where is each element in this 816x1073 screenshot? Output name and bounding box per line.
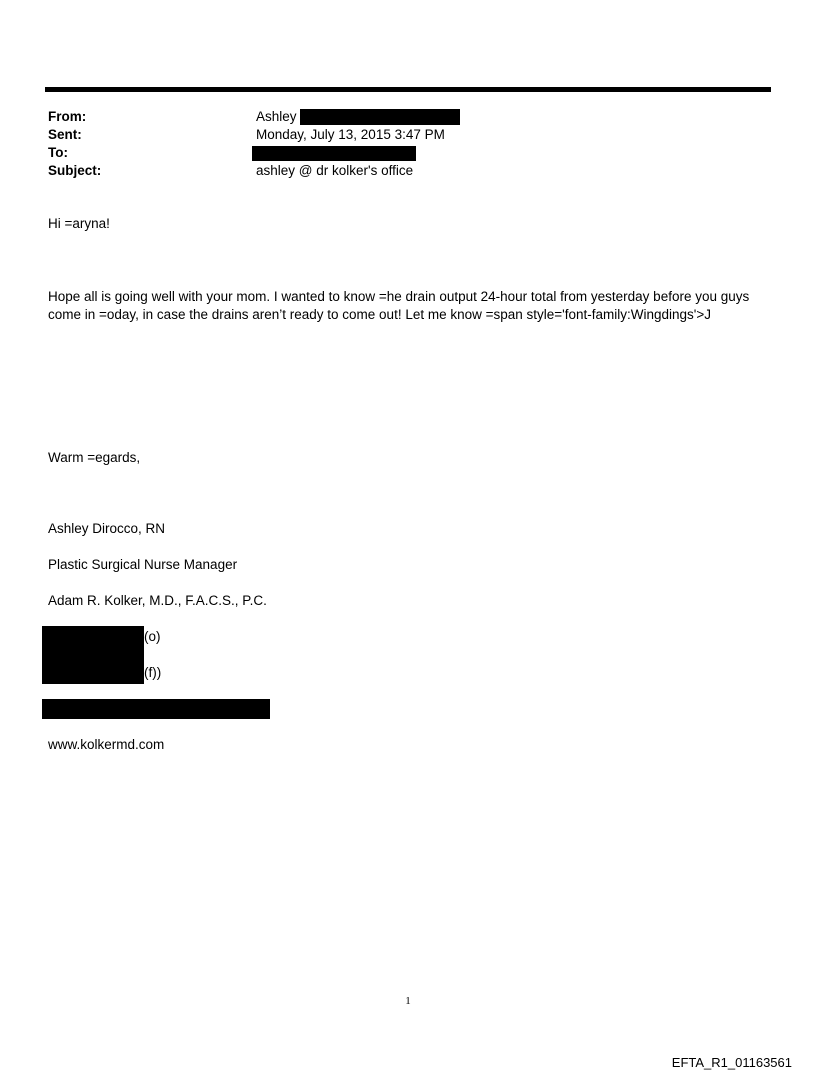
to-label: To: bbox=[48, 145, 68, 160]
subject-label: Subject: bbox=[48, 163, 102, 178]
fax-suffix: (f)) bbox=[144, 665, 162, 680]
body-line-2: come in =oday, in case the drains aren’t ready to come out! Let me know =span style='font-family:Wingdings'>J bbox=[48, 307, 711, 322]
website-link[interactable]: www.kolkermd.com bbox=[48, 737, 165, 752]
office-phone-suffix: (o) bbox=[144, 629, 161, 644]
subject-value: ashley @ dr kolker's office bbox=[256, 163, 414, 178]
signature-name: Ashley Dirocco, RN bbox=[48, 521, 166, 536]
redaction-to bbox=[252, 146, 416, 161]
redaction-phone bbox=[42, 626, 144, 684]
signature-practice: Adam R. Kolker, M.D., F.A.C.S., P.C. bbox=[48, 593, 267, 608]
document-id: EFTA_R1_01163561 bbox=[671, 1055, 792, 1070]
header-rule bbox=[45, 87, 771, 92]
closing: Warm =egards, bbox=[48, 450, 141, 465]
signature-title: Plastic Surgical Nurse Manager bbox=[48, 557, 238, 572]
sent-label: Sent: bbox=[48, 127, 82, 142]
redaction-email bbox=[42, 699, 270, 719]
page-number: 1 bbox=[405, 995, 411, 1007]
from-label: From: bbox=[48, 109, 87, 124]
redaction-from bbox=[300, 109, 460, 125]
body-line-1: Hope all is going well with your mom. I wanted to know =he drain output 24-hour total from yesterday before you guys bbox=[48, 289, 750, 304]
greeting: Hi =aryna! bbox=[48, 216, 110, 231]
from-value: Ashley bbox=[256, 109, 297, 124]
sent-value: Monday, July 13, 2015 3:47 PM bbox=[256, 127, 445, 142]
